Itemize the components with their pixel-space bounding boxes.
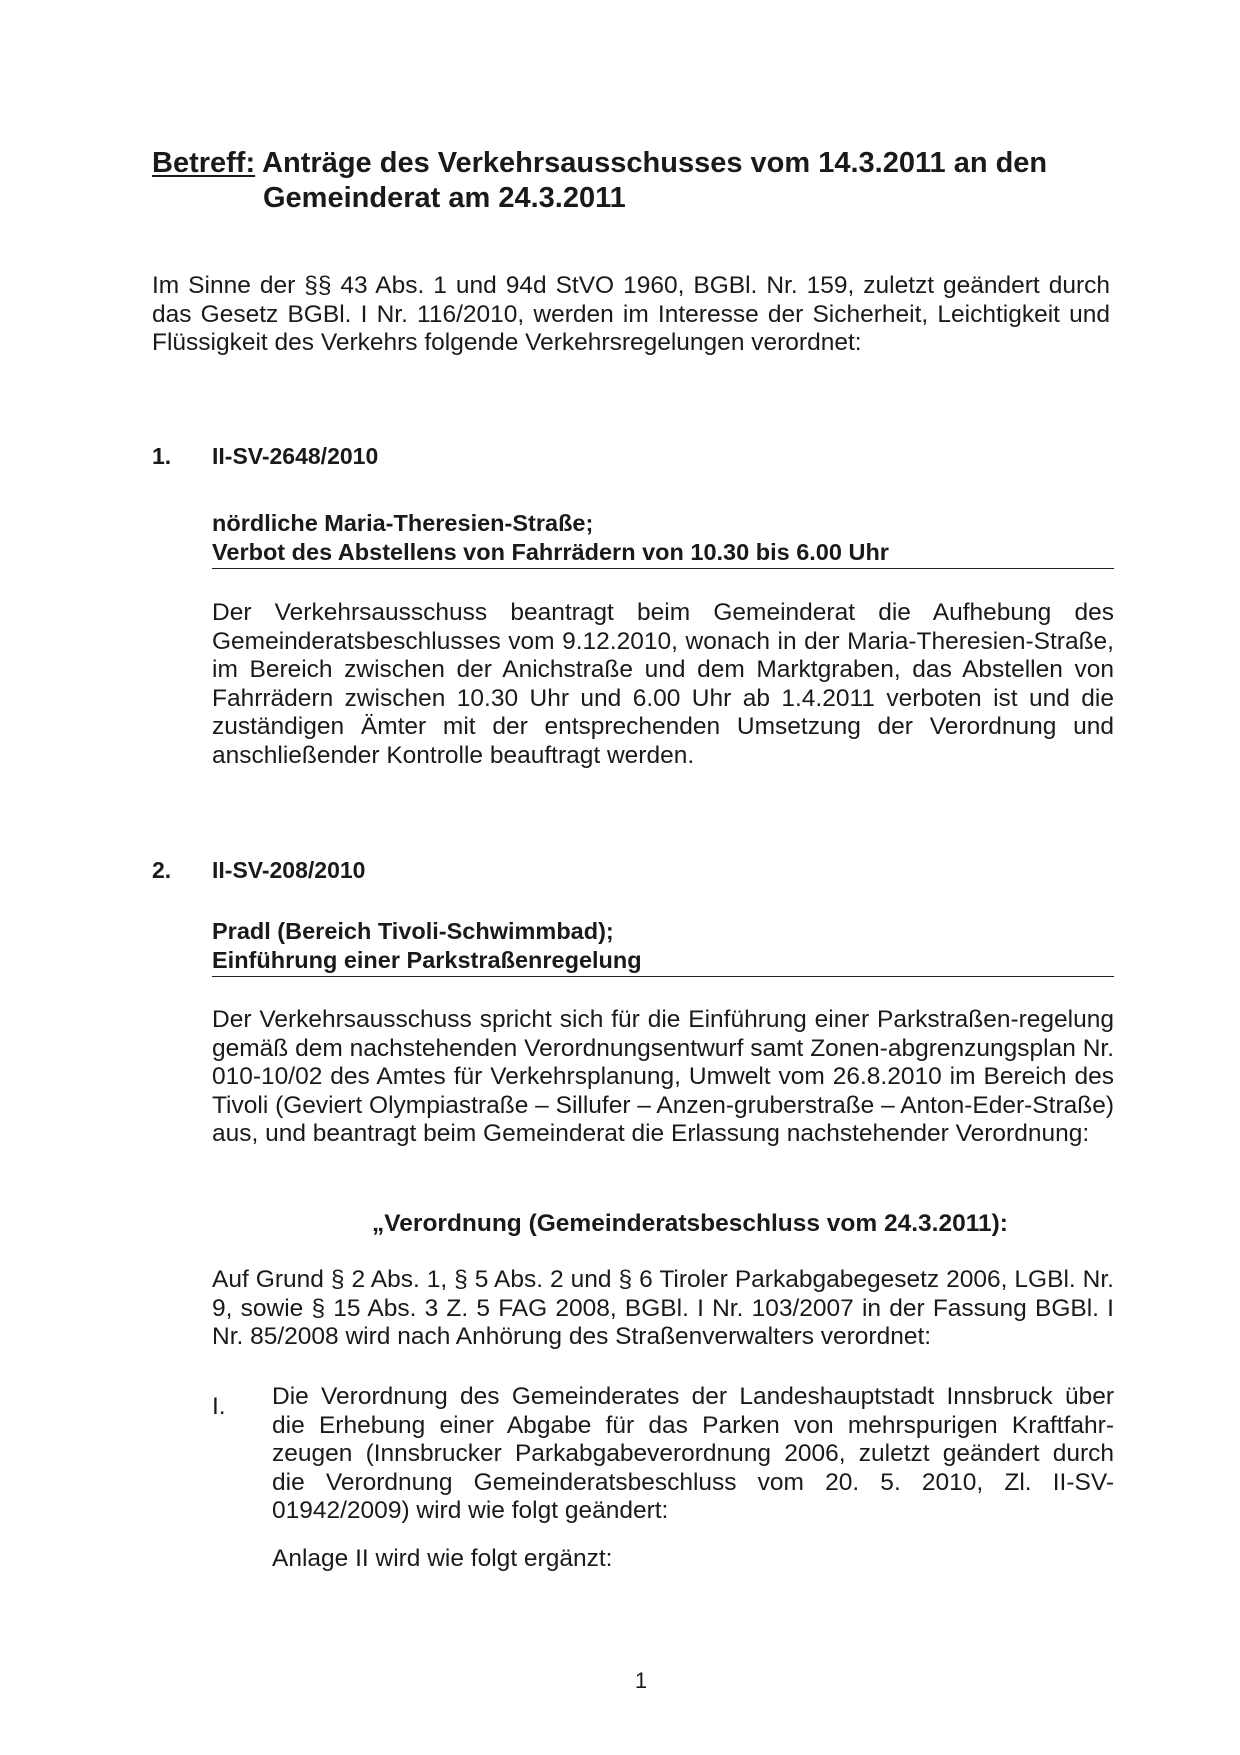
item-1-title-line-1: nördliche Maria-Theresien-Straße; bbox=[212, 510, 594, 536]
item-1-title-line-2: Verbot des Abstellens von Fahrrädern von 10.30 bis 6.00 Uhr bbox=[212, 539, 889, 565]
decree-title: „Verordnung (Gemeinderatsbeschluss vom 24.3.2011): bbox=[372, 1210, 1008, 1237]
intro-paragraph: Im Sinne der §§ 43 Abs. 1 und 94d StVO 1960, BGBl. Nr. 159, zuletzt geändert durch das Gesetz BGBl. I Nr. 116/2010, werden im Interesse der Sicherheit, Leichtigkeit und Flüssigkeit des Verkehrs folgende Verkehrsregelungen verordnet: bbox=[152, 272, 1110, 356]
subject-title-line-1: Anträge des Verkehrsausschusses vom 14.3.2011 an den bbox=[262, 147, 1048, 179]
item-1-number: 1. bbox=[152, 443, 172, 469]
subject-heading bbox=[152, 146, 1112, 216]
item-2-title bbox=[212, 917, 1114, 975]
subject-line-1 bbox=[152, 146, 1112, 181]
item-1-title bbox=[212, 509, 1114, 567]
item-2-number: 2. bbox=[152, 857, 172, 883]
subject-label: Betreff: bbox=[152, 147, 256, 179]
decree-preamble: Auf Grund § 2 Abs. 1, § 5 Abs. 2 und § 6 Tiroler Parkabgabegesetz 2006, LGBl. Nr. 9, sowie § 15 Abs. 3 Z. 5 FAG 2008, BGBl. I Nr. 103/2007 in der Fassung BGBl. I Nr. 85/2008 wird nach Anhörung des Straßenverwalters verordnet: bbox=[212, 1266, 1114, 1350]
item-2-title-rule bbox=[212, 976, 1114, 977]
decree-section-number: I. bbox=[212, 1393, 226, 1420]
item-2-body: Der Verkehrsausschuss spricht sich für die Einführung einer Parkstraßen-regelung gemäß dem nachstehenden Verordnungsentwurf samt Zonen-abgrenzungsplan Nr. 010-10/02 des Amtes für Verkehrsplanung, Umwelt vom 26.8.2010 im Bereich des Tivoli (Geviert Olympiastraße – Sillufer – Anzen-gruberstraße – Anton-Eder-Straße) aus, und beantragt beim Gemeinderat die Erlassung nachstehender Verordnung: bbox=[212, 1006, 1114, 1147]
item-2-code: II-SV-208/2010 bbox=[212, 857, 366, 883]
item-1-code: II-SV-2648/2010 bbox=[212, 443, 379, 469]
item-2-title-line-1: Pradl (Bereich Tivoli-Schwimmbad); bbox=[212, 918, 614, 944]
item-1-title-rule bbox=[212, 568, 1114, 569]
subject-title-line-2: Gemeinderat am 24.3.2011 bbox=[263, 182, 626, 214]
annex-line: Anlage II wird wie folgt ergänzt: bbox=[272, 1545, 613, 1572]
page-number: 1 bbox=[634, 1668, 648, 1693]
item-1-body: Der Verkehrsausschuss beantragt beim Gemeinderat die Aufhebung des Gemeinderatsbeschlusses vom 9.12.2010, wonach in der Maria-Theresien-Straße, im Bereich zwischen der Anichstraße und dem Marktgraben, das Abstellen von Fahrrädern zwischen 10.30 Uhr und 6.00 Uhr ab 1.4.2011 verboten ist und die zuständigen Ämter mit der entsprechenden Umsetzung der Verordnung und anschließender Kontrolle beauftragt werden. bbox=[212, 599, 1114, 769]
decree-section-text: Die Verordnung des Gemeinderates der Landeshauptstadt Innsbruck über die Erhebung einer Abgabe für das Parken von mehrspurigen Kraftfahr-zeugen (Innsbrucker Parkabgabeverordnung 2006, zuletzt geändert durch die Verordnung Gemeinderatsbeschluss vom 20. 5. 2010, Zl. II-SV-01942/2009) wird wie folgt geändert: bbox=[272, 1383, 1114, 1524]
item-2-title-line-2: Einführung einer Parkstraßenregelung bbox=[212, 947, 642, 973]
